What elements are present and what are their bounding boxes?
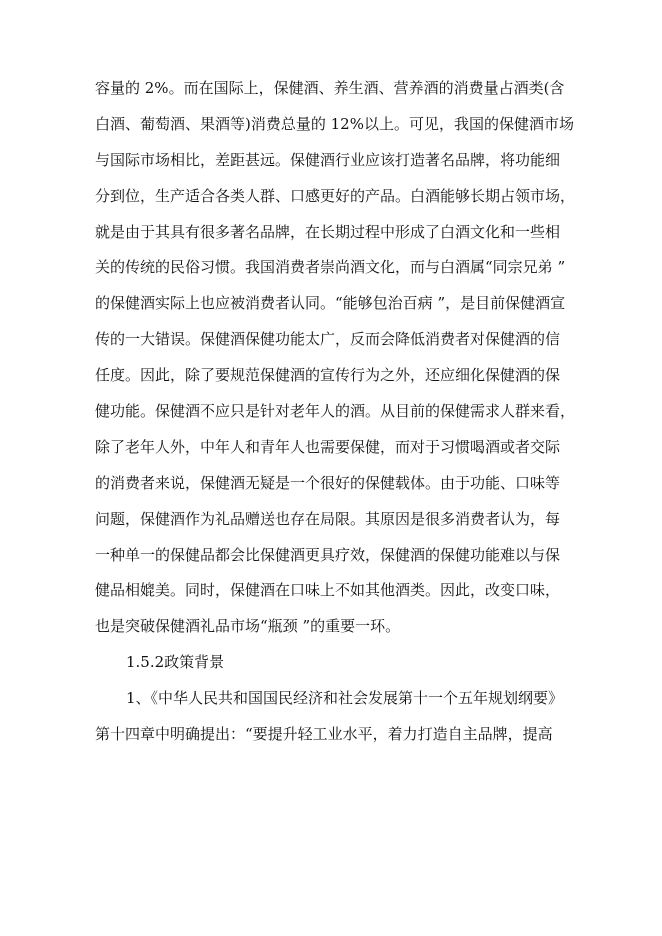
text-line: 的消费者来说，保健酒无疑是一个很好的保健载体。由于功能、口味等	[95, 473, 561, 492]
text-line: 一种单一的保健品都会比保健酒更具疗效，保健酒的保健功能难以与保	[95, 545, 561, 564]
text-line: 健品相媲美。同时，保健酒在口味上不如其他酒类。因此，改变口味，	[95, 581, 561, 600]
text-line: 传的一大错误。保健酒保健功能太广，反而会降低消费者对保健酒的信	[95, 330, 561, 349]
text-line: 也是突破保健酒礼品市场“瓶颈 ”的重要一环。	[95, 617, 401, 636]
text-line: 分到位，生产适合各类人群、口感更好的产品。白酒能够长期占领市场，	[95, 186, 576, 205]
text-line: 就是由于其具有很多著名品牌，在长期过程中形成了白酒文化和一些相	[95, 222, 561, 241]
text-line: 健功能。保健酒不应只是针对老年人的酒。从目前的保健需求人群来看，	[95, 402, 576, 421]
text-line: 1、《中华人民共和国国民经济和社会发展第十一个五年规划纲要》	[126, 689, 564, 708]
text-line: 与国际市场相比，差距甚远。保健酒行业应该打造著名品牌，将功能细	[95, 150, 561, 169]
text-line: 问题，保健酒作为礼品赠送也存在局限。其原因是很多消费者认为，每	[95, 509, 561, 528]
text-line: 的保健酒实际上也应被消费者认同。“能够包治百病 ”，是目前保健酒宣	[95, 294, 566, 313]
body-text	[95, 71, 575, 753]
text-line: 关的传统的民俗习惯。我国消费者崇尚酒文化，而与白酒属“同宗兄弟 ”	[95, 258, 566, 277]
text-line: 容量的 2%。而在国际上，保健酒、养生酒、营养酒的消费量占酒类(含	[95, 79, 565, 97]
text-line: 任度。因此，除了要规范保健酒的宣传行为之外，还应细化保健酒的保	[95, 366, 561, 385]
text-line: 白酒、葡萄酒、果酒等)消费总量的 12%以上。可见，我国的保健酒市场	[95, 114, 574, 133]
text-line: 除了老年人外，中年人和青年人也需要保健，而对于习惯喝酒或者交际	[95, 437, 561, 456]
text-line: 第十四章中明确提出：“要提升轻工业水平，着力打造自主品牌，提高	[95, 725, 553, 744]
section-heading: 1.5.2政策背景	[126, 653, 225, 672]
